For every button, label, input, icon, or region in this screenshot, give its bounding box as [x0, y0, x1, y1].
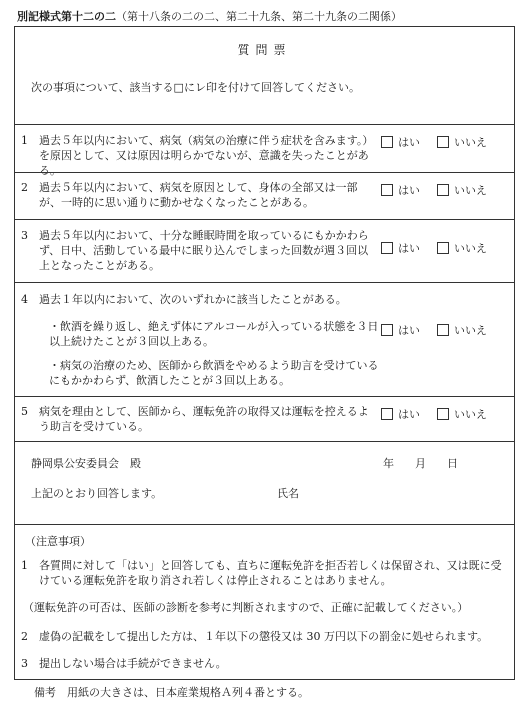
yes-label: はい: [398, 408, 420, 421]
question-text: 過去５年以内において、病気（病気の治療に伴う症状を含みます。）を原因として、又は原因は明らかでないが、意識を失ったことがある。: [39, 134, 374, 177]
form-reference: （第十八条の二の二、第二十九条、第二十九条の二関係）: [116, 10, 402, 23]
question-text: 過去１年以内において、次のいずれかに該当したことがある。: [39, 293, 347, 306]
q4-no-checkbox[interactable]: [437, 322, 487, 338]
yes-label: はい: [398, 136, 420, 149]
question-number: 1: [21, 134, 28, 147]
q1-yes-checkbox[interactable]: [381, 134, 420, 150]
no-label: いいえ: [454, 408, 487, 421]
note-number: 3: [21, 657, 28, 670]
statement: 上記のとおり回答します。: [31, 487, 163, 500]
question-number: 5: [21, 405, 28, 418]
form-header: [17, 8, 402, 24]
note-text: 提出しない場合は手続ができません。: [39, 657, 227, 670]
form-code: 別記様式第十二の二: [17, 10, 116, 23]
no-label: いいえ: [454, 184, 487, 197]
checkbox-square[interactable]: [437, 408, 449, 420]
question-divider: [15, 219, 514, 220]
checkbox-square[interactable]: [437, 324, 449, 336]
note-1-remark: （運転免許の可否は、医師の診断を参考に判断されますので、正確に記載してください。）: [23, 601, 469, 614]
date-day-label: 日: [447, 457, 458, 470]
checkbox-square[interactable]: [381, 324, 393, 336]
subitem-text: ・病気の治療のため、医師から飲酒をやめるよう助言を受けているにもかかわらず、飲酒したことが３回以上ある。: [49, 359, 379, 387]
question-divider: [15, 396, 514, 397]
question-divider: [15, 172, 514, 173]
q5-no-checkbox[interactable]: [437, 406, 487, 422]
questionnaire-form: [14, 26, 515, 680]
checkbox-square[interactable]: [381, 408, 393, 420]
question-text: 過去５年以内において、十分な睡眠時間を取っているにもかかわらず、日中、活動している最中に眠り込んでしまった回数が週３回以上となったことがある。: [39, 229, 369, 272]
q1-no-checkbox[interactable]: [437, 134, 487, 150]
footnote: 備考 用紙の大きさは、日本産業規格Ａ列４番とする。: [34, 686, 309, 699]
q3-no-checkbox[interactable]: [437, 240, 487, 256]
no-label: いいえ: [454, 242, 487, 255]
yes-label: はい: [398, 324, 420, 337]
yes-label: はい: [398, 184, 420, 197]
form-title: 質問票: [237, 43, 292, 57]
q2-no-checkbox[interactable]: [437, 182, 487, 198]
question-divider: [15, 124, 514, 125]
date-month-label: 月: [415, 457, 426, 470]
question-text: 病気を理由として、医師から、運転免許の取得又は運転を控えるよう助言を受けている。: [39, 405, 369, 433]
checkbox-square[interactable]: [437, 242, 449, 254]
note-text: 各質問に対して「はい」と回答しても、直ちに運転免許を拒否若しくは保留され、又は既に受けている運転免許を取り消され若しくは停止されることはありません。: [39, 559, 502, 587]
q2-yes-checkbox[interactable]: [381, 182, 420, 198]
note-text: 虚偽の記載をして提出した方は、１年以下の懲役又は 30 万円以下の罰金に処せられます。: [39, 630, 489, 643]
note-number: 1: [21, 559, 28, 572]
checkbox-square[interactable]: [381, 242, 393, 254]
question-divider: [15, 282, 514, 283]
yes-label: はい: [398, 242, 420, 255]
form-instruction: 次の事項について、該当する□にレ印を付けて回答してください。: [31, 81, 360, 94]
subitem-text: ・飲酒を繰り返し、絶えず体にアルコールが入っている状態を３日以上続けたことが３回以上ある。: [49, 320, 379, 348]
checkbox-square[interactable]: [437, 136, 449, 148]
question-number: 4: [21, 293, 28, 306]
no-label: いいえ: [454, 136, 487, 149]
q4-yes-checkbox[interactable]: [381, 322, 420, 338]
section-divider: [15, 524, 514, 525]
note-number: 2: [21, 630, 28, 643]
section-divider: [15, 441, 514, 442]
question-number: 2: [21, 181, 28, 194]
q5-yes-checkbox[interactable]: [381, 406, 420, 422]
question-text: 過去５年以内において、病気を原因として、身体の全部又は一部が、一時的に思い通りに動かせなくなったことがある。: [39, 181, 358, 209]
q3-yes-checkbox[interactable]: [381, 240, 420, 256]
name-label: 氏名: [277, 487, 299, 500]
checkbox-square[interactable]: [381, 136, 393, 148]
no-label: いいえ: [454, 324, 487, 337]
checkbox-square[interactable]: [437, 184, 449, 196]
date-year-label: 年: [383, 457, 394, 470]
addressee: 静岡県公安委員会 殿: [31, 457, 141, 470]
question-number: 3: [21, 229, 28, 242]
notes-heading: （注意事項）: [25, 535, 91, 548]
checkbox-square[interactable]: [381, 184, 393, 196]
